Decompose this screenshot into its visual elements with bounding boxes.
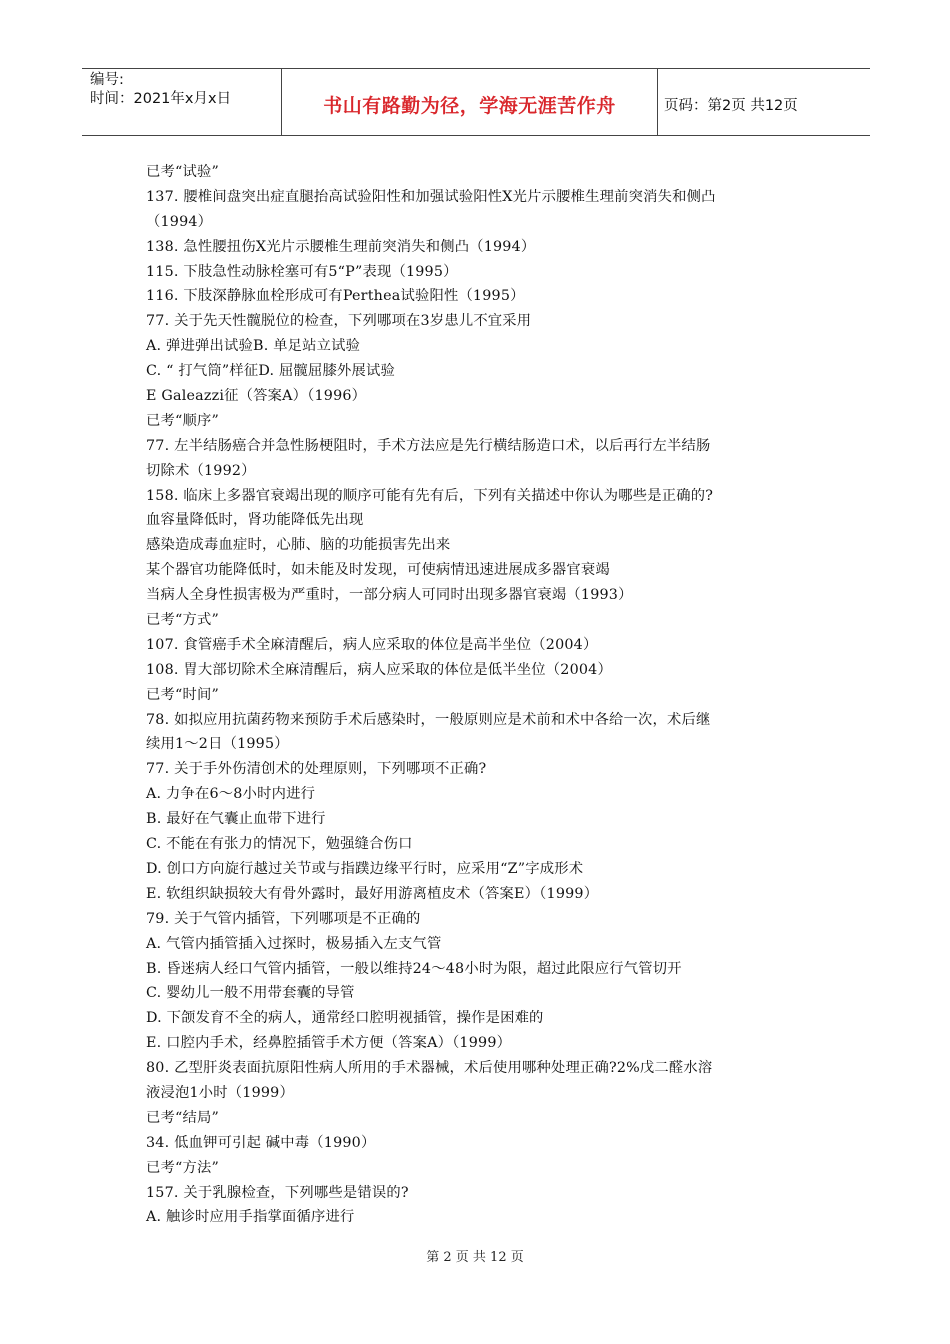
text-line: C. 婴幼儿一般不用带套囊的导管: [146, 985, 355, 1002]
text-line: 138. 急性腰扭伤X光片示腰椎生理前突消失和侧凸（1994）: [146, 238, 536, 255]
text-line: C. 不能在有张力的情况下，勉强缝合伤口: [146, 836, 413, 853]
text-line: 已考“方法”: [146, 1159, 220, 1176]
text-line: A. 气管内插管插入过探时，极易插入左支气管: [146, 935, 442, 952]
text-line: 108. 胃大部切除术全麻清醒后，病人应采取的体位是低半坐位（2004）: [146, 661, 612, 678]
text-line: 已考“结局”: [146, 1109, 220, 1126]
text-line: D. 下颌发育不全的病人，通常经口腔明视插管，操作是困难的: [146, 1010, 544, 1027]
text-line: 续用1～2日（1995）: [146, 736, 289, 753]
page-header: [82, 68, 870, 136]
page-info-text: 页码：第2页 共12页: [664, 97, 798, 114]
text-line: 液浸泡1小时（1999）: [146, 1084, 294, 1101]
text-line: 血容量降低时，肾功能降低先出现: [146, 512, 364, 529]
text-line: B. 最好在气囊止血带下进行: [146, 811, 326, 828]
text-line: A. 力争在6～8小时内进行: [146, 786, 316, 803]
text-line: 当病人全身性损害极为严重时，一部分病人可同时出现多器官衰竭（1993）: [146, 587, 633, 604]
text-line: 137. 腰椎间盘突出症直腿抬高试验阳性和加强试验阳性X光片示腰椎生理前突消失和侧凸: [146, 188, 716, 205]
text-line: 79. 关于气管内插管，下列哪项是不正确的: [146, 910, 421, 927]
text-line: 已考“顺序”: [146, 412, 220, 429]
text-line: C. “ 打气筒”样征D. 屈髋屈膝外展试验: [146, 363, 395, 380]
text-line: 已考“试验”: [146, 164, 220, 180]
text-line: 切除术（1992）: [146, 462, 256, 479]
text-line: 115. 下肢急性动脉栓塞可有5“P”表现（1995）: [146, 263, 458, 280]
text-line: E. 软组织缺损较大有骨外露时，最好用游离植皮术（答案E）（1999）: [146, 885, 599, 902]
text-line: 感染造成毒血症时，心肺、脑的功能损害先出来: [146, 537, 451, 554]
text-line: 107. 食管癌手术全麻清醒后，病人应采取的体位是高半坐位（2004）: [146, 636, 598, 653]
text-line: 158. 临床上多器官衰竭出现的顺序可能有先有后，下列有关描述中你认为哪些是正确的?: [146, 487, 714, 504]
motto-text: 书山有路勤为径，学海无涯苦作舟: [323, 94, 616, 117]
text-line: 78. 如拟应用抗菌药物来预防手术后感染时，一般原则应是术前和术中各给一次，术后继: [146, 711, 711, 728]
header-meta: [82, 69, 282, 135]
header-motto-cell: [282, 69, 658, 135]
page-footer: [0, 1246, 950, 1265]
time-label: 时间：2021年x月x日: [90, 91, 232, 107]
text-line: 77. 关于先天性髋脱位的检查，下列哪项在3岁患儿不宜采用: [146, 313, 532, 330]
text-line: A. 触诊时应用手指掌面循序进行: [146, 1209, 355, 1226]
text-line: 已考“方式”: [146, 612, 220, 629]
text-line: 80. 乙型肝炎表面抗原阳性病人所用的手术器械，术后使用哪种处理正确?2%戊二醛水溶: [146, 1060, 713, 1077]
text-line: 某个器官功能降低时，如未能及时发现，可使病情迅速进展成多器官衰竭: [146, 562, 610, 579]
text-line: B. 昏迷病人经口气管内插管，一般以维持24～48小时为限，超过此限应行气管切开: [146, 960, 682, 977]
text-line: E. 口腔内手术，经鼻腔插管手术方便（答案A）（1999）: [146, 1035, 512, 1052]
text-line: A. 弹进弹出试验B. 单足站立试验: [146, 338, 361, 355]
text-line: 34. 低血钾可引起 碱中毒（1990）: [146, 1134, 376, 1151]
text-line: D. 创口方向旋行越过关节或与指蹼边缘平行时，应采用“Z”字成形术: [146, 860, 584, 877]
text-line: 已考“时间”: [146, 686, 220, 703]
text-line: 116. 下肢深静脉血栓形成可有Perthea试验阳性（1995）: [146, 288, 525, 305]
text-line: 77. 关于手外伤清创术的处理原则，下列哪项不正确?: [146, 761, 487, 778]
text-line: 77. 左半结肠癌合并急性肠梗阻时，手术方法应是先行横结肠造口术，以后再行左半结肠: [146, 437, 711, 454]
header-page-info: [658, 69, 870, 135]
text-line: E Galeazzi征（答案A）（1996）: [146, 388, 367, 405]
text-line: 157. 关于乳腺检查，下列哪些是错误的?: [146, 1184, 409, 1201]
text-line: （1994）: [146, 213, 213, 230]
footer-page-number: 第 2 页 共 12 页: [426, 1250, 524, 1265]
number-label: 编号:: [90, 72, 124, 88]
document-body: [146, 160, 816, 1230]
